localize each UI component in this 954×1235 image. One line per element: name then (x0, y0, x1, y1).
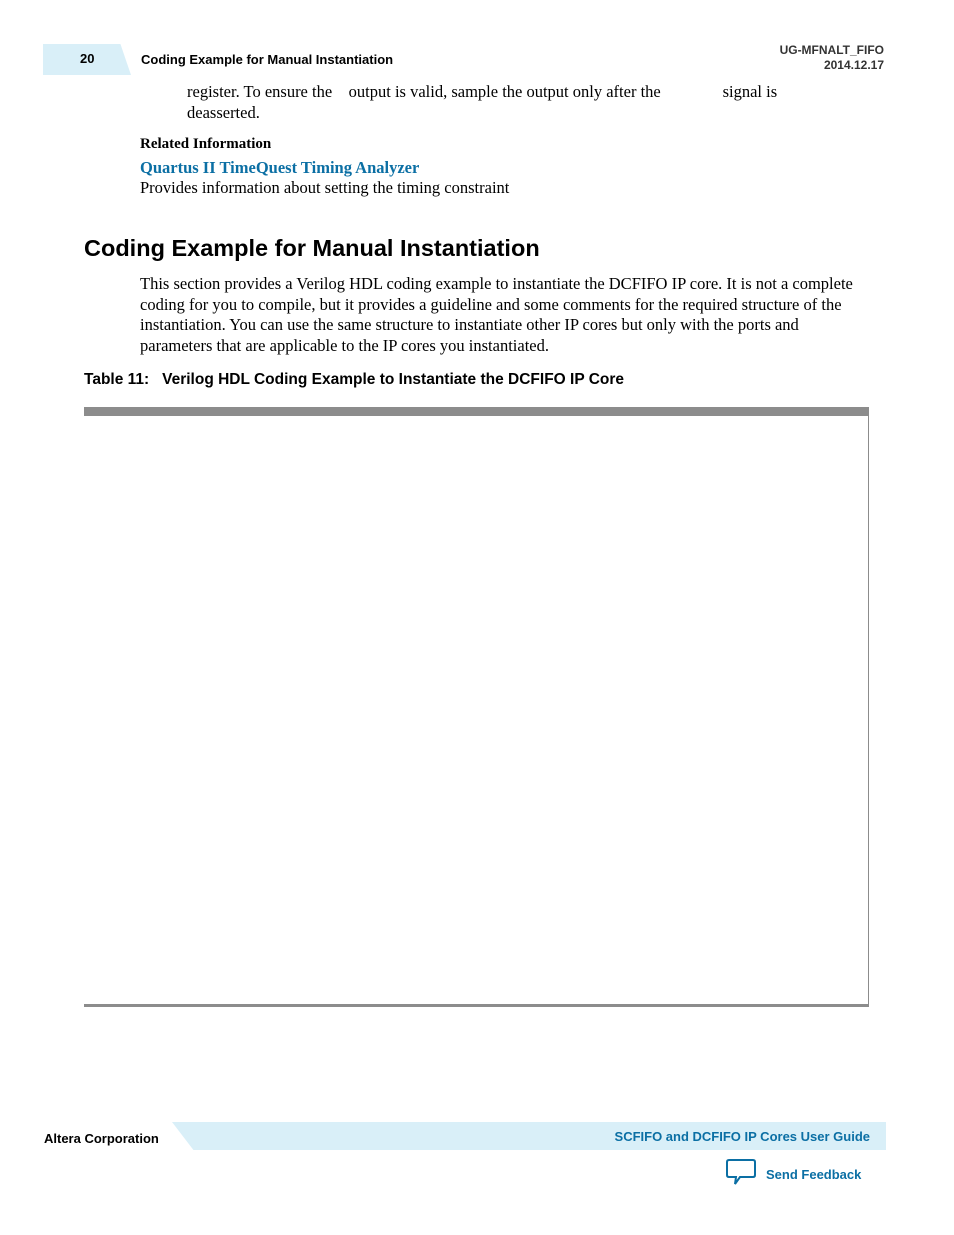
running-section-title: Coding Example for Manual Instantiation (141, 52, 394, 67)
continuation-line-2: deasserted. (187, 102, 260, 122)
footer-company: Altera Corporation (44, 1131, 159, 1146)
related-info-description: Provides information about setting the timing constraint (140, 178, 510, 197)
doc-id: UG-MFNALT_FIFO (779, 43, 884, 57)
section-heading: Coding Example for Manual Instantiation (84, 235, 540, 261)
send-feedback-label[interactable]: Send Feedback (766, 1167, 862, 1182)
continuation-text (187, 82, 827, 123)
code-table-right-border (868, 416, 869, 1004)
send-feedback-link[interactable] (726, 1158, 861, 1191)
doc-date: 2014.12.17 (823, 58, 884, 72)
continuation-line-1: register. To ensure the output is valid, sample the output only after the signal is (187, 82, 778, 101)
table-caption: Table 11: Verilog HDL Coding Example to Instantiate the DCFIFO IP Core (84, 371, 625, 388)
speech-bubble-icon (726, 1158, 756, 1191)
footer-guide-title[interactable]: SCFIFO and DCFIFO IP Cores User Guide (614, 1129, 870, 1144)
related-info-link[interactable]: Quartus II TimeQuest Timing Analyzer (140, 158, 420, 177)
section-paragraph: This section provides a Verilog HDL coding example to instantiate the DCFIFO IP core. It is not a complete coding for you to compile, but it provides a guideline and some comments for the required structure of the instantiation. You can use the same structure to instantiate other IP cores but only with the ports and parameters that are applicable to the IP cores you instantiated. (140, 274, 853, 355)
doc-id-block (780, 43, 884, 73)
related-info-heading: Related Information (140, 136, 272, 152)
page-number: 20 (80, 51, 95, 66)
code-table (84, 407, 869, 1007)
